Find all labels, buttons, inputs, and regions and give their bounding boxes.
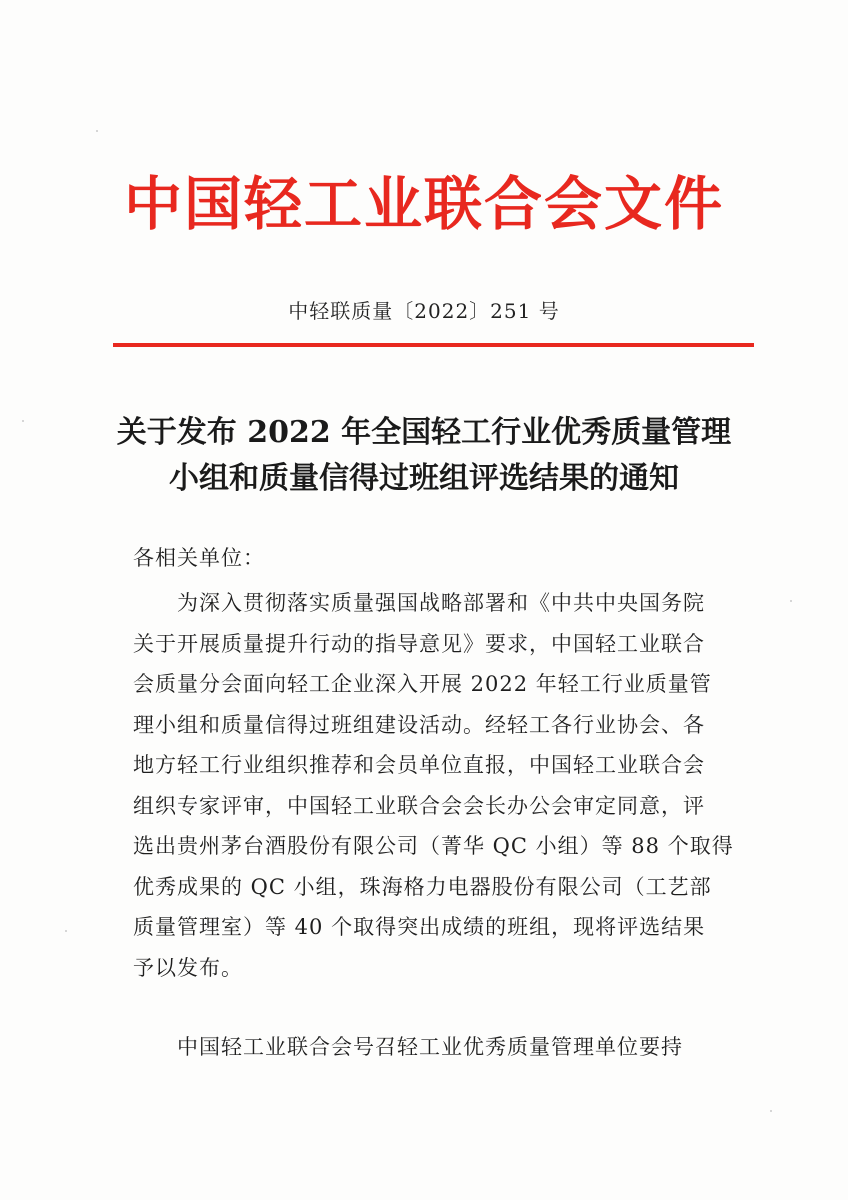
body-line: 予以发布。 [133, 955, 243, 980]
body-line: 质量管理室）等 40 个取得突出成绩的班组，现将评选结果 [133, 915, 706, 939]
body-paragraph-1 [133, 583, 733, 988]
body-line: 会质量分会面向轻工企业深入开展 2022 年轻工行业质量管 [133, 672, 712, 696]
body-line: 选出贵州茅台酒股份有限公司（菁华 QC 小组）等 88 个取得 [133, 834, 734, 858]
body-line: 关于开展质量提升行动的指导意见》要求，中国轻工业联合 [133, 631, 705, 656]
scan-speck [770, 1110, 772, 1112]
document-title [0, 410, 848, 502]
body-line: 地方轻工行业组织推荐和会员单位直报，中国轻工业联合会 [133, 753, 705, 777]
document-number: 中轻联质量〔2022〕251 号 [288, 299, 560, 323]
document-title-line: 关于发布 2022 年全国轻工行业优秀质量管理 [116, 415, 732, 450]
body-line: 为深入贯彻落实质量强国战略部署和《中共中央国务院 [133, 591, 705, 615]
salutation: 各相关单位： [133, 546, 265, 570]
body-paragraph-2 [133, 1027, 733, 1068]
body-line: 组织专家评审，中国轻工业联合会会长办公会审定同意，评 [133, 793, 705, 818]
issuer-header-title: 中国轻工业联合会文件 [123, 170, 724, 238]
scan-speck [22, 420, 24, 422]
body-line: 中国轻工业联合会号召轻工业优秀质量管理单位要持 [133, 1035, 683, 1059]
scan-speck [96, 130, 98, 132]
body-line: 理小组和质量信得过班组建设活动。经轻工各行业协会、各 [133, 712, 705, 737]
body-line: 优秀成果的 QC 小组，珠海格力电器股份有限公司（工艺部 [133, 874, 712, 899]
scan-speck [65, 930, 67, 932]
red-divider-line [113, 343, 754, 347]
document-title-line: 小组和质量信得过班组评选结果的通知 [169, 461, 679, 496]
scan-speck [790, 600, 792, 602]
